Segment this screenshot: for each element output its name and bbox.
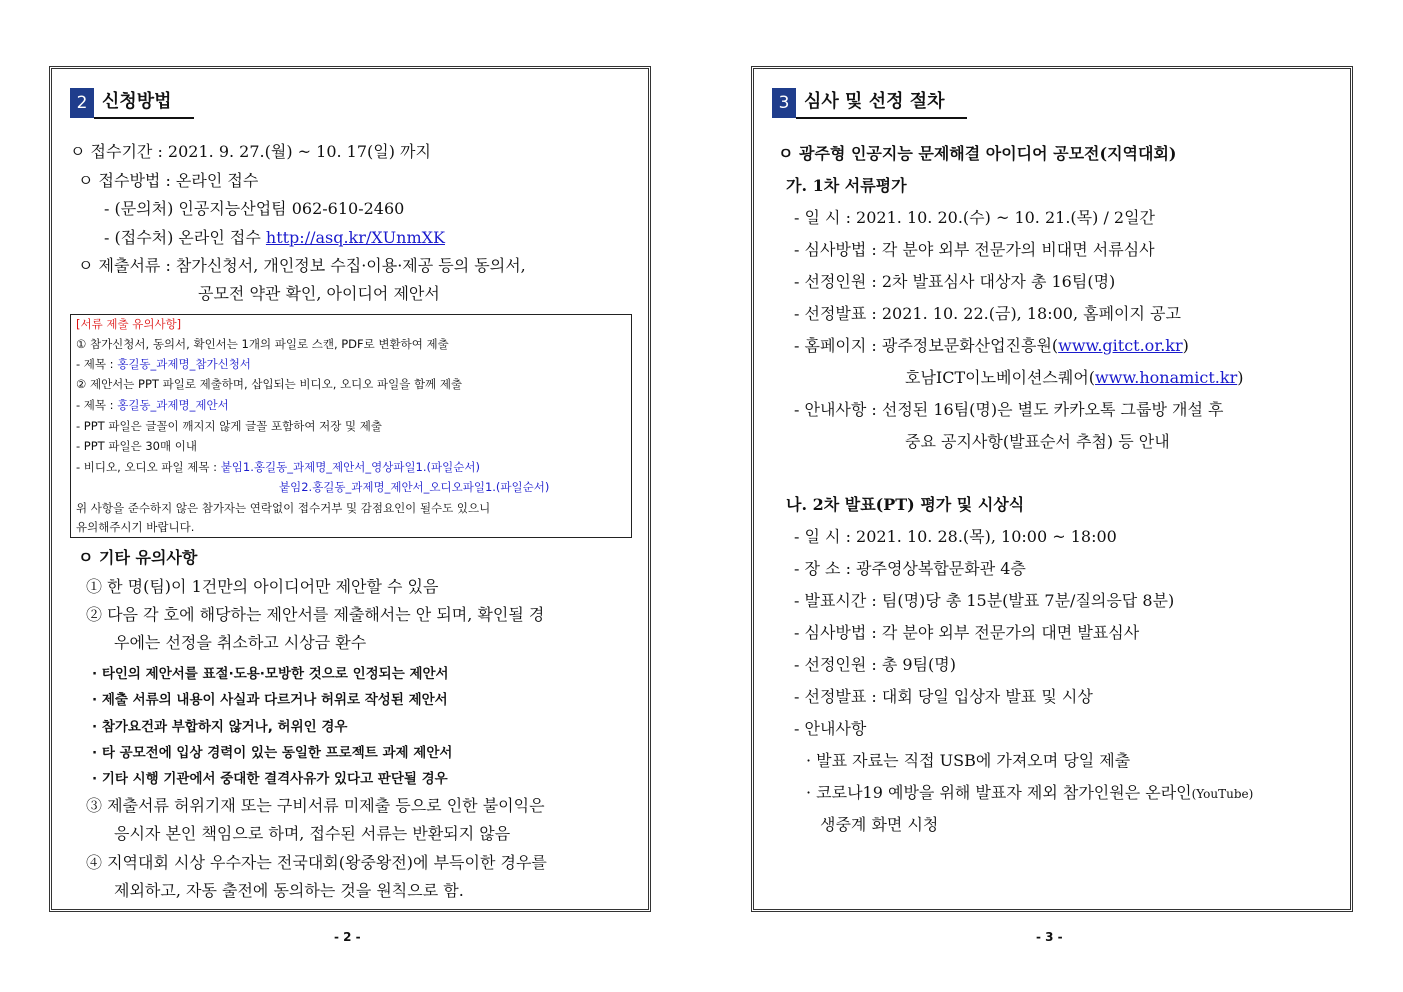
section-number: 2 — [70, 88, 94, 118]
note-filename: 붙임1.홍길동_과제명_제안서_영상파일1.(파일순서) — [220, 460, 480, 474]
schedule-line: - 심사방법 : 각 분야 외부 전문가의 비대면 서류심사 — [794, 240, 1155, 259]
schedule-line: - 안내사항 : 선정된 16팀(명)은 별도 카카오톡 그룹방 개설 후 — [794, 400, 1224, 419]
application-method: ㅇ 접수방법 : 온라인 접수 — [78, 171, 259, 190]
homepage-label: - 홈페이지 : 광주정보문화산업진흥원( — [794, 336, 1059, 355]
note-line — [76, 460, 480, 475]
schedule-line: - 선정발표 : 대회 당일 입상자 발표 및 시상 — [794, 687, 1093, 706]
youtube-label: (YouTube) — [1191, 787, 1254, 801]
other-note-item: 우에는 선정을 취소하고 시상금 환수 — [114, 633, 367, 652]
section-heading — [70, 87, 194, 119]
schedule-line: - 일 시 : 2021. 10. 20.(수) ~ 10. 21.(목) / 2일간 — [794, 208, 1156, 227]
homepage-label: 호남ICT이노베이션스퀘어( — [905, 368, 1096, 387]
guide-item — [806, 782, 1253, 805]
schedule-line: - 선정인원 : 2차 발표심사 대상자 총 16팀(명) — [794, 272, 1116, 291]
submission-link[interactable]: http://asq.kr/XUnmXK — [265, 228, 445, 247]
schedule-line: - 선정발표 : 2021. 10. 22.(금), 18:00, 홈페이지 공고 — [794, 304, 1181, 323]
note-line — [76, 398, 229, 413]
note-line: - PPT 파일은 30매 이내 — [76, 439, 197, 453]
section-title: 심사 및 선정 절차 — [796, 87, 967, 119]
section-heading — [772, 87, 967, 119]
other-note-item: 응시자 본인 책임으로 하며, 접수된 서류는 반환되지 않음 — [114, 824, 511, 843]
note-filename: 붙임2.홍길동_과제명_제안서_오디오파일1.(파일순서) — [279, 480, 550, 494]
schedule-line: - 선정인원 : 총 9팀(명) — [794, 655, 956, 674]
other-note-item: ② 다음 각 호에 해당하는 제안서를 제출해서는 안 되며, 확인될 경 — [86, 605, 545, 624]
honamict-link[interactable]: www.honamict.kr — [1095, 368, 1238, 387]
gitct-link[interactable]: www.gitct.or.kr — [1058, 336, 1183, 355]
note-label: - 제목 : — [76, 398, 118, 412]
page-3 — [751, 66, 1353, 912]
page-2 — [49, 66, 651, 912]
other-note-item: ③ 제출서류 허위기재 또는 구비서류 미제출 등으로 인한 불이익은 — [86, 796, 545, 815]
note-line: ② 제안서는 PPT 파일로 제출하며, 삽입되는 비디오, 오디오 파일을 함께 제출 — [76, 377, 463, 391]
other-notes-title: ㅇ 기타 유의사항 — [78, 548, 198, 567]
paren: ) — [1237, 368, 1244, 387]
note-label: - 제목 : — [76, 357, 118, 371]
schedule-line: - 심사방법 : 각 분야 외부 전문가의 대면 발표심사 — [794, 623, 1140, 642]
page-number: - 2 - — [334, 930, 361, 944]
disqualify-item: · 타인의 제안서를 표절·도용·모방한 것으로 인정되는 제안서 — [92, 666, 449, 682]
subsection-title: 가. 1차 서류평가 — [786, 176, 907, 195]
submission-notes-box — [70, 314, 632, 538]
schedule-line: - 발표시간 : 팀(명)당 총 15분(발표 7분/질의응답 8분) — [794, 591, 1175, 610]
note-filename: 홍길동_과제명_제안서 — [117, 398, 229, 412]
schedule-line: - 장 소 : 광주영상복합문화관 4층 — [794, 559, 1026, 578]
application-period: ㅇ 접수기간 : 2021. 9. 27.(월) ~ 10. 17(일) 까지 — [70, 142, 431, 161]
note-title: [서류 제출 유의사항] — [76, 317, 182, 331]
other-note-item: 제외하고, 자동 출전에 동의하는 것을 원칙으로 함. — [114, 881, 464, 900]
other-note-item: ① 한 명(팀)이 1건만의 아이디어만 제안할 수 있음 — [86, 577, 439, 596]
note-filename: 홍길동_과제명_참가신청서 — [117, 357, 251, 371]
required-documents-cont: 공모전 약관 확인, 아이디어 제안서 — [198, 284, 440, 303]
guide-item: 생중계 화면 시청 — [820, 815, 939, 834]
schedule-line: - 일 시 : 2021. 10. 28.(목), 10:00 ~ 18:00 — [794, 527, 1117, 546]
schedule-line: - 안내사항 — [794, 719, 867, 738]
section-title: 신청방법 — [94, 87, 194, 119]
note-line: ① 참가신청서, 동의서, 확인서는 1개의 파일로 스캔, PDF로 변환하여 제출 — [76, 337, 449, 351]
note-line — [76, 357, 251, 372]
homepage-line — [794, 335, 1189, 357]
disqualify-item: · 기타 시행 기관에서 중대한 결격사유가 있다고 판단될 경우 — [92, 771, 448, 787]
disqualify-item: · 타 공모전에 입상 경력이 있는 동일한 프로젝트 과제 제안서 — [92, 745, 453, 761]
submission-site-label: - (접수처) 온라인 접수 — [104, 228, 266, 247]
guide-text: · 코로나19 예방을 위해 발표자 제외 참가인원은 온라인 — [806, 783, 1192, 802]
paren: ) — [1182, 336, 1189, 355]
note-label: - 비디오, 오디오 파일 제목 : — [76, 460, 221, 474]
subsection-title: 나. 2차 발표(PT) 평가 및 시상식 — [786, 495, 1025, 514]
note-warning: 유의해주시기 바랍니다. — [76, 520, 195, 534]
submission-site — [104, 227, 445, 249]
schedule-line: 중요 공지사항(발표순서 추첨) 등 안내 — [905, 432, 1170, 451]
note-warning: 위 사항을 준수하지 않은 참가자는 연락없이 접수거부 및 감점요인이 될수도 있으니 — [76, 501, 491, 515]
note-line: - PPT 파일은 글꼴이 깨지지 않게 글꼴 포함하여 저장 및 제출 — [76, 419, 382, 433]
disqualify-item: · 제출 서류의 내용이 사실과 다르거나 허위로 작성된 제안서 — [92, 692, 448, 708]
disqualify-item: · 참가요건과 부합하지 않거나, 허위인 경우 — [92, 719, 348, 735]
section-number: 3 — [772, 88, 796, 118]
homepage-line — [905, 367, 1243, 389]
required-documents: ㅇ 제출서류 : 참가신청서, 개인정보 수집·이용·제공 등의 동의서, — [78, 256, 526, 275]
guide-item: · 발표 자료는 직접 USB에 가져오며 당일 제출 — [806, 751, 1131, 770]
contest-heading: ㅇ 광주형 인공지능 문제해결 아이디어 공모전(지역대회) — [778, 144, 1177, 163]
page-number: - 3 - — [1036, 930, 1063, 944]
inquiry-contact: - (문의처) 인공지능산업팀 062-610-2460 — [104, 199, 405, 218]
other-note-item: ④ 지역대회 시상 우수자는 전국대회(왕중왕전)에 부득이한 경우를 — [86, 853, 547, 872]
